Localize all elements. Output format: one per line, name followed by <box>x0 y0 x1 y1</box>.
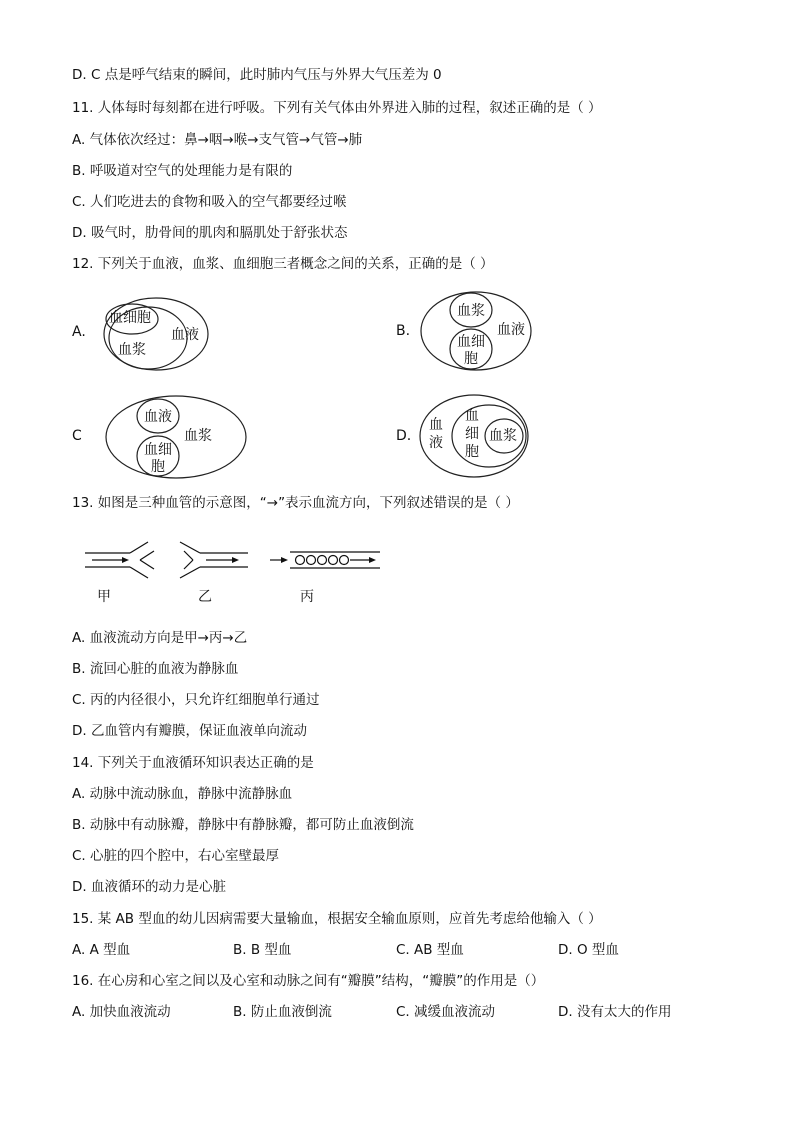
q14-option-c: C. 心脏的四个腔中，右心室壁最厚 <box>72 848 280 864</box>
vessel-yi-shape <box>180 542 248 578</box>
q16-option-a: A. 加快血液流动 <box>72 1004 171 1020</box>
vessel-bing-label: 丙 <box>300 589 314 605</box>
q11-option-d: D. 吸气时，肋骨间的肌肉和膈肌处于舒张状态 <box>72 225 348 241</box>
q12-b-bottom-label-2: 胞 <box>464 351 478 367</box>
q12-diagram-d <box>396 390 546 482</box>
vessel-bing-shape <box>270 552 380 568</box>
q14-option-b: B. 动脉中有动脉瓣，静脉中有静脉瓣，都可防止血液倒流 <box>72 817 414 833</box>
q10-option-d: D. C 点是呼气结束的瞬间，此时肺内气压与外界大气压差为 0 <box>72 67 442 83</box>
q13-option-b: B. 流回心脏的血液为静脉血 <box>72 661 239 677</box>
q12-b-bottom-label-1: 血细 <box>457 334 485 350</box>
q12-b-top-label: 血浆 <box>457 303 485 319</box>
q13-vessel-diagram <box>80 538 390 580</box>
q12-c-bottom-label-1: 血细 <box>144 442 172 458</box>
q11-stem: 11. 人体每时每刻都在进行呼吸。下列有关气体由外界进入肺的过程，叙述正确的是（ ） <box>72 100 602 116</box>
q12-diagram-a <box>72 288 232 380</box>
q12-b-outer-label: 血液 <box>497 322 525 338</box>
q13-option-a: A. 血液流动方向是甲→丙→乙 <box>72 630 248 646</box>
q16-stem: 16. 在心房和心室之间以及心室和动脉之间有“瓣膜”结构，“瓣膜”的作用是（） <box>72 973 545 989</box>
vessel-yi-label: 乙 <box>198 589 212 605</box>
q12-d-left-label-1: 血 <box>429 417 443 433</box>
q12-a-inner-label: 血细胞 <box>109 310 151 326</box>
q12-option-c-label: C <box>72 428 82 444</box>
q12-c-bottom-label-2: 胞 <box>151 459 165 475</box>
vessel-jia-label: 甲 <box>97 589 111 605</box>
q12-a-mid-label: 血浆 <box>118 342 146 358</box>
q13-option-c: C. 丙的内径很小，只允许红细胞单行通过 <box>72 692 320 708</box>
q15-stem: 15. 某 AB 型血的幼儿因病需要大量输血，根据安全输血原则，应首先考虑给他输入（ ） <box>72 911 602 927</box>
q15-option-b: B. B 型血 <box>233 942 292 958</box>
q11-option-c: C. 人们吃进去的食物和吸入的空气都要经过喉 <box>72 194 347 210</box>
q13-stem: 13. 如图是三种血管的示意图，“→”表示血流方向，下列叙述错误的是（ ） <box>72 495 519 511</box>
q12-diagram-a-circles <box>72 288 232 380</box>
q12-c-top-label: 血液 <box>144 409 172 425</box>
q11-option-b: B. 呼吸道对空气的处理能力是有限的 <box>72 163 293 179</box>
q16-option-c: C. 减缓血液流动 <box>396 1004 496 1020</box>
q15-option-d: D. O 型血 <box>558 942 619 958</box>
q14-stem: 14. 下列关于血液循环知识表达正确的是 <box>72 755 314 771</box>
q12-d-mid-label-1: 血 <box>465 408 479 424</box>
q15-option-a: A. A 型血 <box>72 942 131 958</box>
q11-option-a: A. 气体依次经过：鼻→咽→喉→支气管→气管→肺 <box>72 132 363 148</box>
q12-stem: 12. 下列关于血液，血浆、血细胞三者概念之间的关系，正确的是（ ） <box>72 256 494 272</box>
q13-option-d: D. 乙血管内有瓣膜，保证血液单向流动 <box>72 723 307 739</box>
q14-option-a: A. 动脉中流动脉血，静脉中流静脉血 <box>72 786 293 802</box>
q14-option-d: D. 血液循环的动力是心脏 <box>72 879 226 895</box>
q12-diagram-c <box>72 392 252 484</box>
q12-option-b-label: B. <box>396 323 411 339</box>
q16-option-d: D. 没有太大的作用 <box>558 1004 672 1020</box>
q12-d-mid-label-2: 细 <box>465 426 479 442</box>
q12-c-outer-label: 血浆 <box>184 428 212 444</box>
q12-d-inner-label: 血浆 <box>489 428 517 444</box>
q12-option-a-label: A. <box>72 324 86 340</box>
q12-d-left-label-2: 液 <box>429 435 443 451</box>
q12-a-outer-label: 血液 <box>171 327 199 343</box>
vessel-jia-shape <box>85 542 154 578</box>
q12-d-mid-label-3: 胞 <box>465 444 479 460</box>
q15-option-c: C. AB 型血 <box>396 942 464 958</box>
q12-option-d-label: D. <box>396 428 412 444</box>
q12-diagram-b <box>396 285 556 377</box>
q16-option-b: B. 防止血液倒流 <box>233 1004 332 1020</box>
